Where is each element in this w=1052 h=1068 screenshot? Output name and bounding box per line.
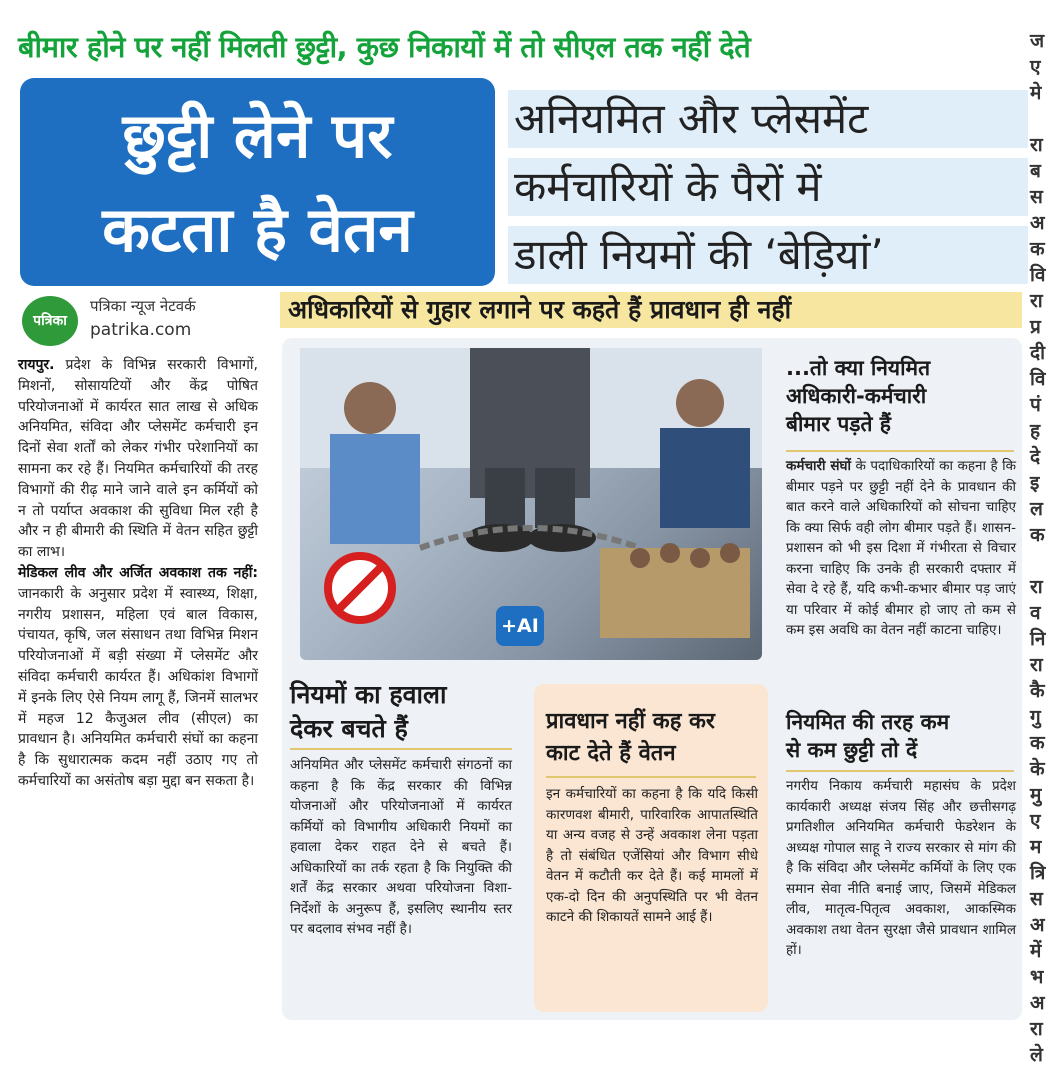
adjacent-column-fragment: व <box>1030 602 1041 624</box>
section4-heading-line-2: से कम छुट्टी तो दें <box>786 738 918 762</box>
adjacent-column-fragment: में <box>1030 940 1042 962</box>
website-label: patrika.com <box>90 320 192 340</box>
adjacent-column-fragment: दे <box>1030 446 1041 468</box>
adjacent-column-fragment: इ <box>1030 472 1040 494</box>
adjacent-column-fragment <box>1030 548 1052 574</box>
adjacent-column-fragment: म <box>1030 836 1042 858</box>
adjacent-column-fragment: त्रि <box>1030 862 1046 884</box>
section1-rule <box>290 748 512 750</box>
adjacent-column-fragment: ब <box>1030 160 1041 182</box>
section1-heading-line-2: देकर बचते हैं <box>290 714 408 743</box>
headline-right-line-1-band <box>508 90 1028 148</box>
adjacent-column-fragment: प्र <box>1030 316 1041 338</box>
ai-badge: +AI <box>496 606 544 646</box>
adjacent-column-fragment: के <box>1030 758 1045 780</box>
section2-body: इन कर्मचारियों का कहना है कि यदि किसी कारणवश बीमारी, पारिवारिक आपातस्थिति या अन्य वजह से उन्हें अवकाश लेना पड़ता है तो संबंधित एजेंसियां और विभाग सीधे वेतन में कटौती कर देते हैं। कई मामलों में एक-दो दिन की अनुपस्थिति पर भी वेतन काटने की शिकायतें सामने आई हैं। <box>546 786 758 925</box>
section3-heading-line-1: ...तो क्या नियमित <box>786 356 931 380</box>
adjacent-column-fragment: रा <box>1030 1018 1043 1040</box>
adjacent-column-fragment: स <box>1030 186 1043 208</box>
section2-heading-line-2: काट देते हैं वेतन <box>546 741 676 766</box>
adjacent-column-fragment: ज <box>1030 30 1045 52</box>
section3-heading <box>786 354 1018 438</box>
adjacent-column-fragment: क <box>1030 732 1045 754</box>
section4-rule <box>786 770 1014 772</box>
news-network-label: पत्रिका न्यूज नेटवर्क <box>90 297 196 315</box>
adjacent-column-fragment: ह <box>1030 420 1041 442</box>
adjacent-column-fragment: अ <box>1030 212 1045 234</box>
patrika-logo: पत्रिका <box>22 296 78 346</box>
section3-heading-line-3: बीमार पड़ते हैं <box>786 412 891 436</box>
adjacent-column-fragment: कै <box>1030 680 1045 702</box>
adjacent-column-fragment: वि <box>1030 264 1046 286</box>
left-article-column <box>18 355 258 1017</box>
adjacent-column-fragment: रा <box>1030 576 1043 598</box>
section3-heading-line-2: अधिकारी-कर्मचारी <box>786 384 927 408</box>
main-headline-box <box>20 78 495 286</box>
adjacent-column-fragment: भ <box>1030 966 1044 988</box>
adjacent-column-fragment: वि <box>1030 368 1046 390</box>
section2-heading-line-1: प्रावधान नहीं कह कर <box>546 709 715 734</box>
dateline: रायपुर. <box>18 357 55 373</box>
section3-body <box>786 456 1016 700</box>
adjacent-column-fragment: मे <box>1030 82 1042 104</box>
adjacent-column-fragment: अ <box>1030 914 1045 936</box>
adjacent-column-fragment: क <box>1030 238 1045 260</box>
adjacent-column-fragment: मु <box>1030 784 1042 806</box>
section2-rule <box>546 776 756 778</box>
headline-right-line-3: डाली नियमों की ‘बेड़ियां’ <box>514 230 884 279</box>
section3-body-text: के पदाधिकारियों का कहना है कि बीमार पड़ने पर छुट्टी नहीं देने के प्रावधान की बात करने वाले अधिकारियों को सोचना चाहिए कि क्या सिर्फ वही लोग बीमार पड़ते हैं। शासन-प्रशासन को भी इस दिशा में गंभीरता से विचार करना चाहिए कि उनके ही सरकारी दफ्तार में सेवा दे रहे हैं, यदि कभी-कभार बीमार पड़ जाएं या परिवार में कोई बीमार हो जाए तो कम से कम इस अवधि का वेतन नहीं काटना चाहिए। <box>786 458 1016 638</box>
adjacent-column-fragment: रा <box>1030 134 1043 156</box>
section3-rule <box>786 450 1014 452</box>
adjacent-column-fragment: पं <box>1030 394 1041 416</box>
section4-heading <box>786 708 1018 764</box>
kicker-headline: बीमार होने पर नहीं मिलती छुट्टी, कुछ निकायों में तो सीएल तक नहीं देते <box>18 30 751 64</box>
adjacent-column-fragment: ल <box>1030 498 1043 520</box>
headline-right-line-3-band <box>508 226 1028 284</box>
main-headline-line-2: कटता है वेतन <box>102 193 413 266</box>
left-paragraph-1: प्रदेश के विभिन्न सरकारी विभागों, मिशनों, सोसायटियों और केंद्र पोषित परियोजनाओं में कार्यरत सात लाख से अधिक अनियमित, संविदा और प्लेसमेंट कर्मचारी इन दिनों सेवा शर्तों को लेकर गंभीर परेशानियों का सामना कर रहे हैं। नियमित कर्मचारियों की तरह विभागों की रीढ़ माने जाने वाले इन कर्मियों को न तो पर्याप्त अवकाश की सुविधा मिल रही है और न ही बीमारी की स्थिति में वेतन सहित छुट्टी का लाभ। <box>18 357 259 561</box>
adjacent-column-fragment: स <box>1030 888 1043 910</box>
adjacent-column-fragment: रा <box>1030 654 1043 676</box>
section1-body: अनियमित और प्लेसमेंट कर्मचारी संगठनों का कहना है कि केंद्र सरकार की विभिन्न योजनाओं और परियोजनाओं में कार्यरत कर्मियों को विभागीय अधिकारी नियमों का हवाला देकर राहत देने से बचते हैं। अधिकारियों का तर्क रहता है कि नियुक्ति की शर्तें केंद्र सरकार अथवा परियोजना विशा-निर्देशों के अनुरूप हैं, इसलिए स्थानीय स्तर पर बदलाव संभव नहीं है। <box>290 757 512 937</box>
section1-heading-line-1: नियमों का हवाला <box>290 680 447 709</box>
adjacent-column-fragment: ए <box>1030 810 1041 832</box>
headline-right-line-1: अनियमित और प्लेसमेंट <box>514 94 869 143</box>
adjacent-column-fragment: रा <box>1030 290 1043 312</box>
adjacent-column-fragment: ए <box>1030 56 1041 78</box>
adjacent-column-fragment: दी <box>1030 342 1046 364</box>
section4-heading-line-1: नियमित की तरह कम <box>786 710 950 734</box>
adjacent-column-fragment <box>1030 106 1052 132</box>
section4-body: नगरीय निकाय कर्मचारी महासंघ के प्रदेश कार्यकारी अध्यक्ष संजय सिंह और छत्तीसगढ़ प्रगतिशील अनियमित कर्मचारी फेडरेशन के अध्यक्ष गोपाल साहू ने राज्य सरकार से मांग की है कि संविदा और प्लेसमेंट कर्मियों के लिए एक समान सेवा नीति बनाई जाए, जिसमें मेडिकल लीव, मातृत्व-पितृत्व अवकाश, आकस्मिक अवकाश तथा वेतन सुरक्षा जैसे प्रावधान शामिल हों। <box>786 778 1016 958</box>
left-lead-2: मेडिकल लीव और अर्जित अवकाश तक नहीं: <box>18 564 258 581</box>
adjacent-column-fragment: नि <box>1030 628 1046 650</box>
headline-right-line-2-band <box>508 158 1028 216</box>
section1-heading <box>290 678 520 746</box>
section2-heading <box>546 706 761 770</box>
section3-lead: कर्मचारी संघों <box>786 458 852 474</box>
adjacent-column-strip <box>1030 28 1052 1066</box>
main-headline-line-1: छुट्टी लेने पर <box>122 99 393 172</box>
adjacent-column-fragment: अ <box>1030 992 1045 1014</box>
subheadline-band <box>280 292 1022 328</box>
subheadline: अधिकारियों से गुहार लगाने पर कहते हैं प्रावधान ही नहीं <box>288 295 792 324</box>
left-paragraph-2: जानकारी के अनुसार प्रदेश में स्वास्थ्य, शिक्षा, नगरीय प्रशासन, महिला एवं बाल विकास, पंचायत, कृषि, जल संसाधन तथा विभिन्न मिशन परियोजनाओं में बड़ी संख्या में प्लेसमेंट और संविदा कर्मचारी कार्यरत हैं। अधिकांश विभागों में इनके लिए ऐसे नियम लागू हैं, जिनमें सालभर में महज 12 कैजुअल लीव (सीएल) का प्रावधान है। अनियमित कर्मचारी संघों का कहना है कि सुधारात्मक कदम नहीं उठाए गए तो कर्मचारियों का असंतोष बड़ा मुद्दा बन सकता है। <box>18 585 258 789</box>
adjacent-column-fragment: ले <box>1030 1044 1043 1066</box>
adjacent-column-fragment: गु <box>1030 706 1041 728</box>
headline-right-line-2: कर्मचारियों के पैरों में <box>514 162 822 211</box>
adjacent-column-fragment: क <box>1030 524 1045 546</box>
